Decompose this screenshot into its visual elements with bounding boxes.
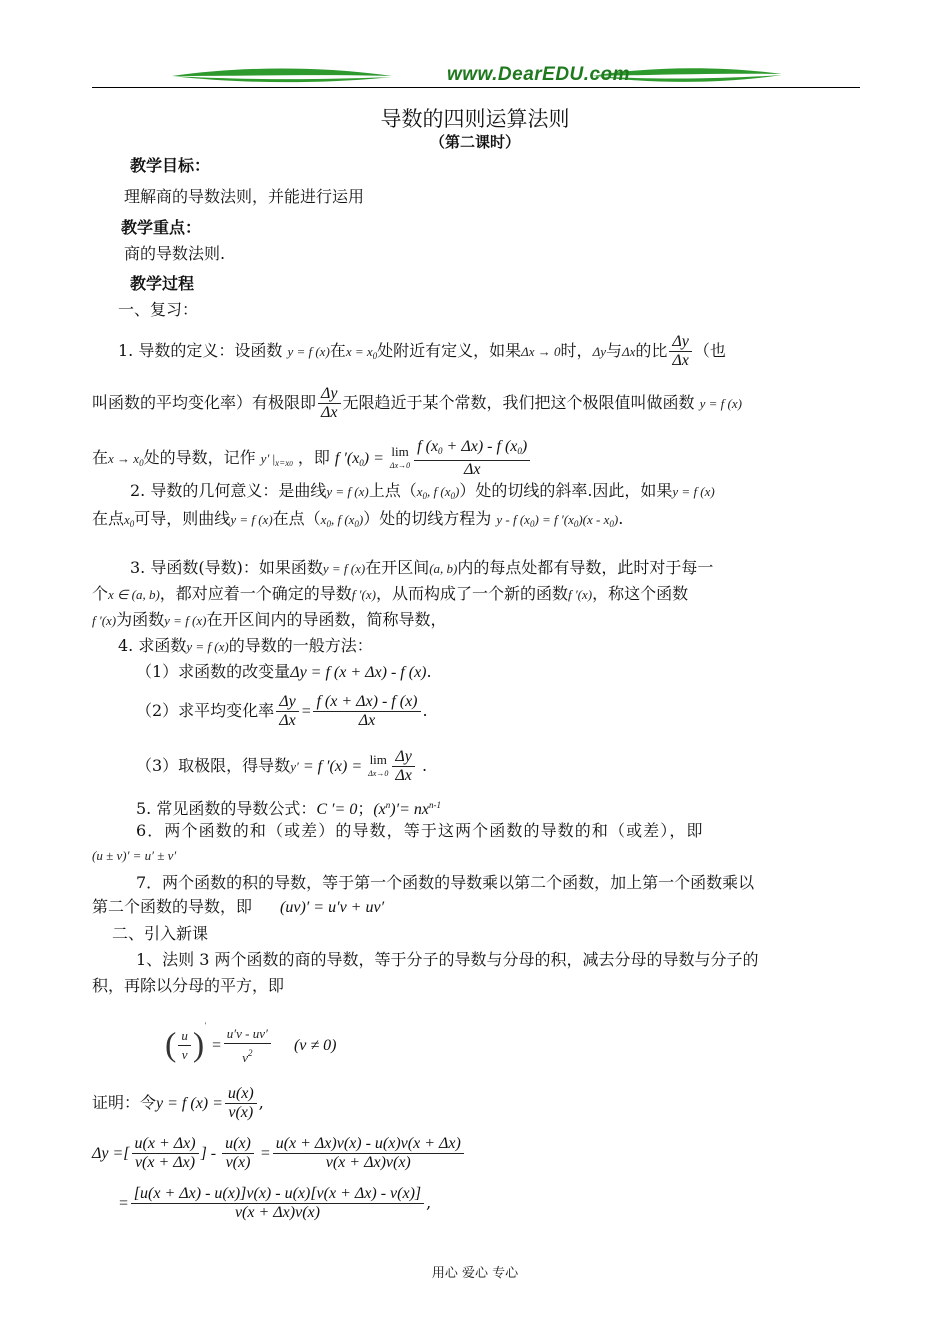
goal-heading: 教学目标：	[130, 156, 211, 175]
header-divider	[92, 87, 860, 88]
review-item-4-step-3: （3）取极限，得导数y′ = f ′(x) = lim Δx→0 $\frac{\Delta y}{\Delta x}$ .	[136, 748, 428, 784]
review-item-6-line-2: (u ± v)′ = u′ ± v′	[92, 848, 177, 863]
fraction-dy-dx: $\frac{\Delta y}{\Delta x}$	[669, 333, 692, 370]
review-item-6-line-1: 6．两个函数的和（或差）的导数，等于这两个函数的导数的和（或差），即	[136, 821, 704, 840]
page-footer: 用心 爱心 专心	[431, 1266, 519, 1281]
review-item-2-line-1: 2. 导数的几何意义：是曲线y = f (x)上点（$x_0$, f $(x_0)$）处的切线的斜率.因此，如果y = f (x)	[130, 481, 715, 501]
review-heading: 一、复习：	[118, 300, 199, 319]
review-item-3-line-3: f ′(x)为函数y = f (x)在开区间内的导函数，简称导数，	[92, 610, 447, 629]
quotient-rule-line-1: 1、法则 3 两个函数的商的导数，等于分子的导数与分母的积，减去分母的导数与分子的	[136, 950, 759, 969]
review-item-4: 4. 求函数y = f (x)的导数的一般方法：	[118, 636, 373, 655]
quotient-rule-formula: ( $\frac{u}{v}$ )′ = $\frac{u'v - uv'}{v^2}$ (v ≠ 0)	[165, 1021, 337, 1065]
review-item-1-line-2: 叫函数的平均变化率）有极限即 $\frac{\Delta y}{\Delta x}$ 无限趋近于某个常数，我们把这个极限值叫做函数 y = f (x)	[92, 385, 742, 421]
page-subtitle: （第二课时）	[429, 133, 520, 151]
review-item-5: 5. 常见函数的导数公式：C ′= 0；$(x^n)'= nx^{n-1}$	[136, 799, 442, 818]
newlesson-heading: 二、引入新课	[112, 924, 209, 943]
review-item-4-step-1: （1）求函数的改变量Δy = f (x + Δx) - f (x).	[136, 662, 432, 681]
focus-heading: 教学重点：	[121, 218, 202, 237]
brand-logo[interactable]: www.DearEDU.com	[447, 64, 631, 85]
focus-text: 商的导数法则.	[124, 244, 226, 263]
proof-line-3: = $\frac{[u(x + \Delta x) - u(x)]v(x) - u(x)[v(x + \Delta x) - v(x)]}{v(x + \Delta x)v(x)}$ ,	[118, 1185, 432, 1221]
review-item-3-line-1: 3. 导函数(导数)：如果函数y = f (x)在开区间(a, b)内的每点处都有导数，此时对于每一	[130, 558, 714, 577]
review-item-7-line-1: 7．两个函数的积的导数，等于第一个函数的导数乘以第二个函数，加上第一个函数乘以	[136, 873, 755, 892]
review-item-1-line-3: 在$x \to x_0$处的导数，记作 y′ $|_{x=x0}$ ，即 f $'(x_0)$ = lim Δx→0 $\frac{f (x_0 + \Delta x) - f (x_0)}{\Delta x}$	[92, 438, 532, 479]
proof-line-2: Δy =[ $\frac{u(x + \Delta x)}{v(x + \Delta x)}$ ] - $\frac{u(x)}{v(x)}$ = $\frac{u(x + \Delta x)v(x) - u(x)v(x + \Delta x)}{v(x + \Delta x)v(x)}$	[92, 1135, 466, 1172]
proof-line-1: 证明：令y = f (x) = $\frac{u(x)}{v(x)}$ ,	[92, 1085, 264, 1121]
quotient-rule-line-2: 积，再除以分母的平方，即	[92, 976, 285, 995]
page-title: 导数的四则运算法则	[380, 107, 570, 131]
review-item-1-line-1: 1. 导数的定义：设函数 y = f (x)在$x = x_0$处附近有定义，如果Δx → 0时，Δy与Δx的比 $\frac{\Delta y}{\Delta x}$ （也	[118, 333, 726, 369]
review-item-2-line-2: 在点$x_0$可导，则曲线y = f (x)在点（$x_0$, f $(x_0)$）处的切线方程为 y - f $(x_0) = f$ $'(x_0)(x - x_0)$.	[92, 509, 624, 529]
process-heading: 教学过程	[130, 274, 195, 293]
goal-text: 理解商的导数法则，并能进行运用	[124, 187, 365, 206]
review-item-7-line-2: 第二个函数的导数，即 (uv)′ = u′v + uv′	[92, 897, 385, 916]
review-item-3-line-2: 个x ∈ (a, b)，都对应着一个确定的导数f ′(x)，从而构成了一个新的函数f ′(x)，称这个函数	[92, 584, 689, 603]
review-item-4-step-2: （2）求平均变化率 $\frac{\Delta y}{\Delta x}$ = $\frac{f (x + \Delta x) - f (x)}{\Delta x}$ .	[136, 693, 428, 729]
